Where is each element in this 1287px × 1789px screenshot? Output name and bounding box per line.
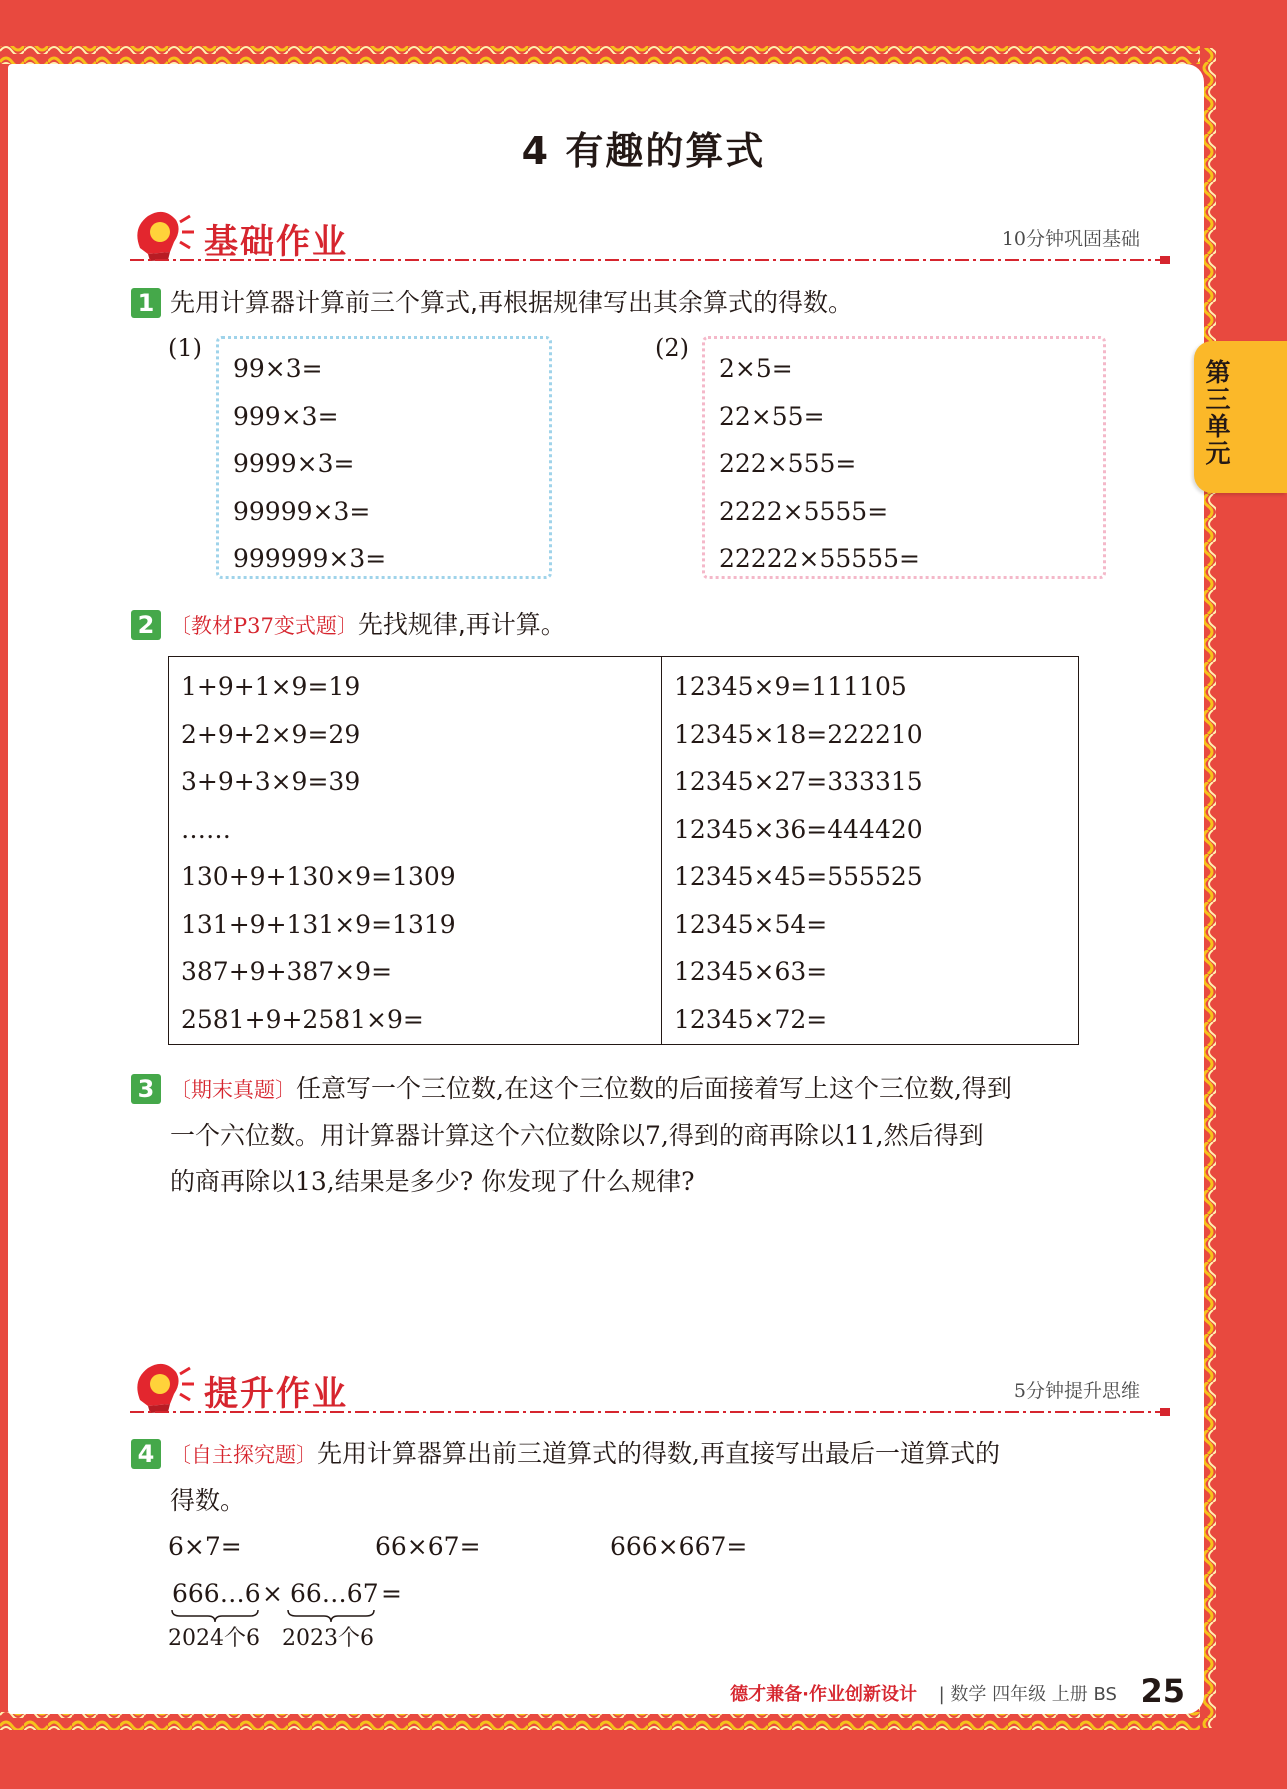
equation: 22×55= <box>719 401 825 431</box>
equation: 99999×3= <box>233 496 371 526</box>
table-cell: 12345×27=333315 <box>674 767 923 796</box>
equation-repeat-left: 666…6 <box>172 1579 261 1608</box>
section-divider <box>130 1408 1170 1416</box>
table-cell: 12345×63= <box>674 957 828 986</box>
part-2-label: (2) <box>655 334 689 362</box>
brace-label-right: 2023个6 <box>282 1626 374 1651</box>
question-2-text: 先找规律,再计算。 <box>357 610 566 639</box>
part-1-label: (1) <box>168 334 202 362</box>
question-3-tag: 〔期末真题〕 <box>170 1078 296 1102</box>
page-number: 25 <box>1140 1672 1185 1710</box>
question-3-line: 任意写一个三位数,在这个三位数的后面接着写上这个三位数,得到 <box>296 1074 1012 1103</box>
section-basic-label: 基础作业 <box>204 222 348 262</box>
table-cell: 3+9+3×9=39 <box>181 767 361 796</box>
table-cell: 12345×72= <box>674 1004 828 1034</box>
question-3-line: 的商再除以13,结果是多少? 你发现了什么规律? <box>170 1167 695 1196</box>
equation: 66×67= <box>375 1532 481 1561</box>
pattern-table-right-column <box>661 657 1079 1044</box>
equation: 22222×55555= <box>719 544 920 573</box>
footer-meta: | 数学 四年级 上册 BS <box>938 1684 1117 1705</box>
question-2-tag: 〔教材P37变式题〕 <box>170 614 358 638</box>
pattern-table <box>168 656 1079 1045</box>
equation: 2×5= <box>719 354 793 383</box>
question-3-text <box>170 1066 1170 1205</box>
question-4-line: 得数。 <box>170 1486 246 1515</box>
question-3-line: 一个六位数。用计算器计算这个六位数除以7,得到的商再除以11,然后得到 <box>170 1121 984 1150</box>
table-cell: 130+9+130×9=1309 <box>181 862 456 891</box>
pattern-table-left-column <box>169 663 671 1043</box>
section-advanced-label: 提升作业 <box>204 1374 348 1414</box>
question-2-line <box>170 602 566 649</box>
table-cell: 12345×9=111105 <box>674 672 907 701</box>
equation-repeat-right: 66…67 <box>290 1579 379 1608</box>
section-basic-header <box>130 208 1170 268</box>
equation: 2222×5555= <box>719 496 889 526</box>
section-basic-note: 10分钟巩固基础 <box>1001 228 1140 250</box>
brace-label-left: 2024个6 <box>168 1626 260 1651</box>
table-cell: 12345×36=444420 <box>674 814 923 844</box>
equation: 6×7= <box>168 1532 242 1561</box>
question-1-text: 先用计算器计算前三个算式,再根据规律写出其余算式的得数。 <box>170 288 853 317</box>
question-number-1: 1 <box>131 288 161 318</box>
equation: 9999×3= <box>233 449 355 478</box>
table-cell: …… <box>181 814 231 844</box>
table-cell: 2+9+2×9=29 <box>181 719 361 749</box>
table-cell: 2581+9+2581×9= <box>181 1004 424 1034</box>
part-1-box <box>216 336 552 579</box>
section-advanced-note: 5分钟提升思维 <box>1013 1380 1140 1402</box>
page-title: 4 有趣的算式 <box>521 129 766 173</box>
table-cell: 131+9+131×9=1319 <box>181 909 456 939</box>
question-number-3: 3 <box>131 1074 161 1104</box>
part-2-box <box>702 336 1106 579</box>
question-4-tag: 〔自主探究题〕 <box>170 1443 317 1467</box>
equation-equals: = <box>381 1579 402 1608</box>
equation: 666×667= <box>610 1532 748 1561</box>
footer-brand: 德才兼备·作业创新设计 <box>730 1684 917 1705</box>
unit-tab[interactable] <box>1194 341 1287 493</box>
section-advanced-header <box>130 1360 1170 1420</box>
unit-tab-label: 第三单元 <box>1202 359 1231 467</box>
question-4-text <box>170 1431 1170 1524</box>
page-footer <box>0 1672 1287 1712</box>
question-4-line: 先用计算器算出前三道算式的得数,再直接写出最后一道算式的 <box>317 1439 1000 1468</box>
equation: 222×555= <box>719 449 857 478</box>
equation-operator: × <box>262 1579 283 1608</box>
equation: 999999×3= <box>233 544 387 573</box>
section-divider <box>130 256 1170 264</box>
question-number-2: 2 <box>131 610 161 640</box>
question-number-4: 4 <box>131 1439 161 1469</box>
table-cell: 12345×54= <box>674 909 828 939</box>
table-cell: 1+9+1×9=19 <box>181 672 361 701</box>
table-cell: 12345×45=555525 <box>674 862 923 891</box>
table-cell: 12345×18=222210 <box>674 719 923 749</box>
equation: 999×3= <box>233 401 339 431</box>
table-cell: 387+9+387×9= <box>181 957 393 986</box>
equation: 99×3= <box>233 354 323 383</box>
